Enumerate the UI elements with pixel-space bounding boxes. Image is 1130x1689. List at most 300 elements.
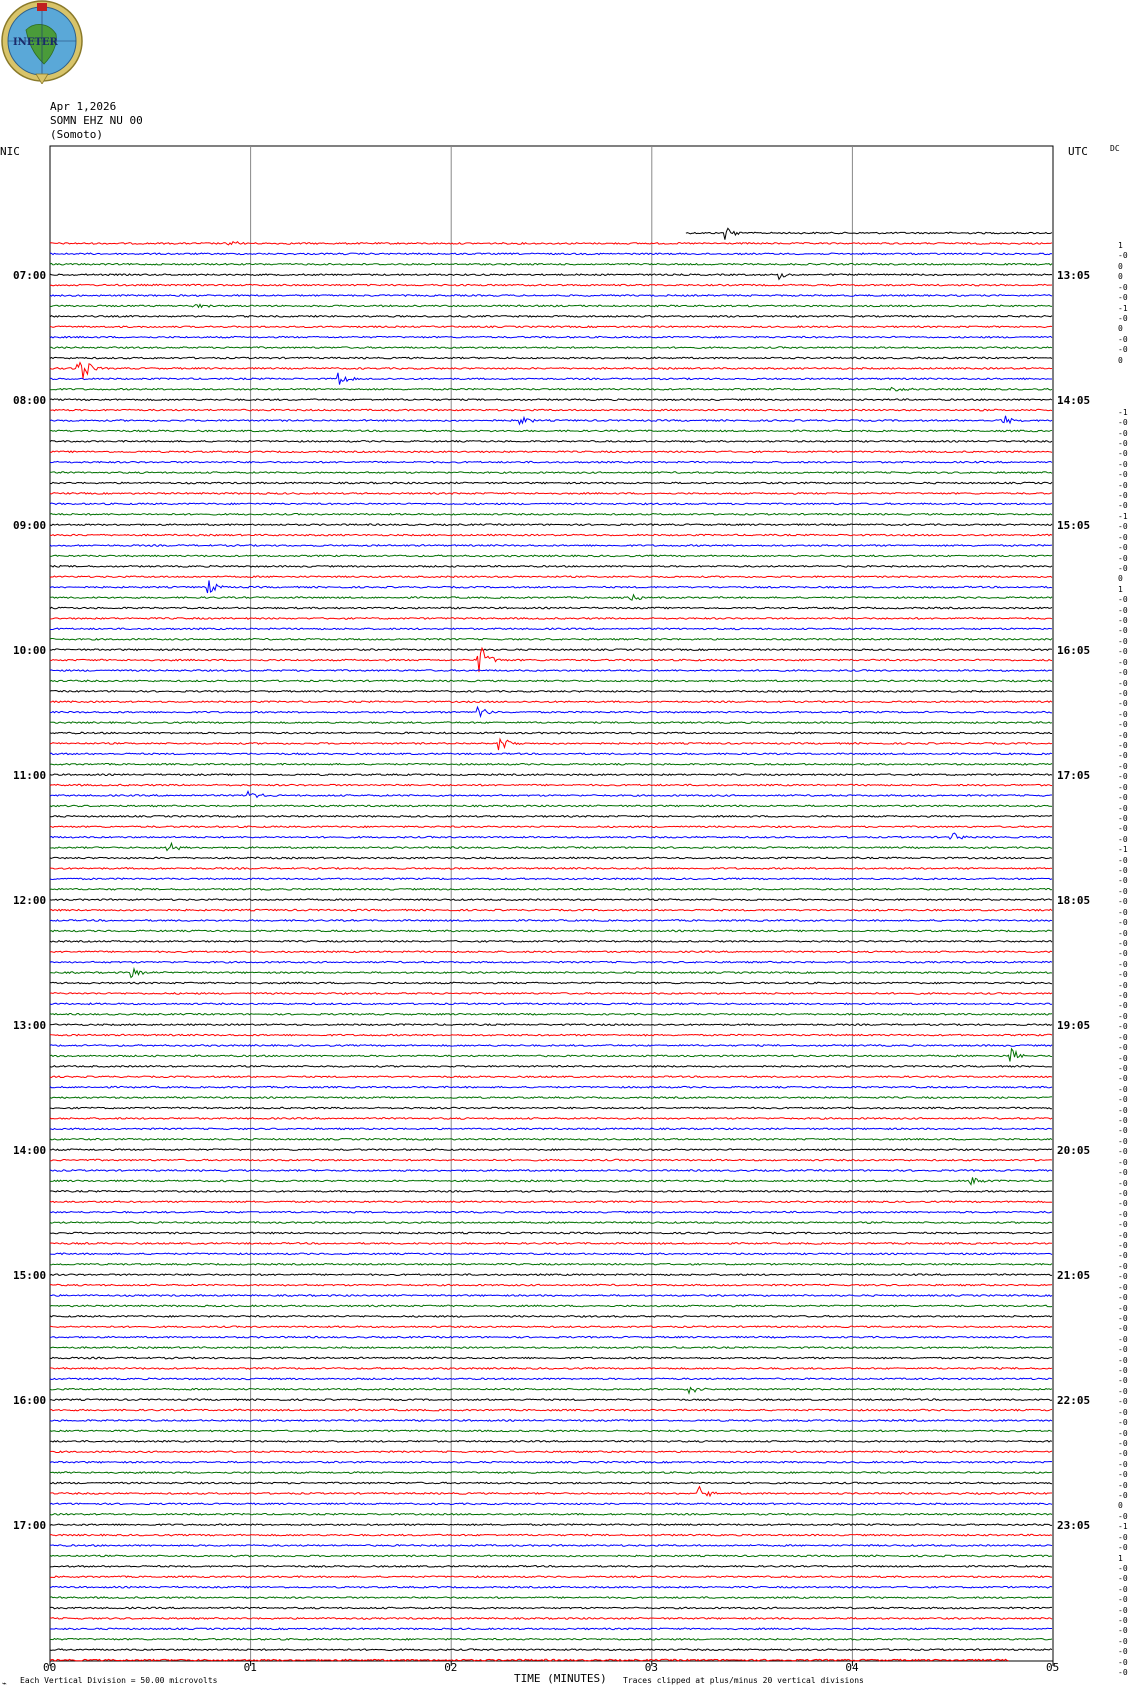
- seismic-trace: [50, 1461, 1052, 1463]
- seismic-trace: [50, 878, 1052, 880]
- left-hour-label: 14:00: [13, 1144, 47, 1157]
- dc-offset-value: -0: [1118, 813, 1128, 823]
- dc-offset-value: 0: [1118, 324, 1123, 334]
- dc-offset-value: -0: [1118, 730, 1128, 740]
- seismic-trace: [50, 1576, 1052, 1578]
- seismic-trace: [50, 1566, 1052, 1568]
- x-tick-label: 02: [444, 1661, 458, 1674]
- dc-offset-value: -0: [1118, 1199, 1128, 1209]
- dc-offset-value: -1: [1118, 511, 1128, 521]
- dc-offset-value: -0: [1118, 803, 1128, 813]
- dc-offset-value: -0: [1118, 532, 1128, 542]
- dc-offset-value: -0: [1118, 282, 1128, 292]
- plot-frame: [50, 146, 1053, 1661]
- seismic-trace: [50, 1211, 1052, 1213]
- seismic-trace: [50, 430, 1052, 432]
- dc-offset-value: 1: [1118, 584, 1123, 594]
- dc-offset-value: -0: [1118, 1147, 1128, 1157]
- seismic-trace: [50, 1524, 1052, 1526]
- dc-offset-value: -0: [1118, 1543, 1128, 1553]
- logo-text: INETER: [13, 37, 58, 48]
- seismic-trace: [50, 1649, 1052, 1651]
- seismic-trace: [50, 1177, 1052, 1184]
- seismic-trace: [50, 399, 1052, 401]
- seismic-trace: [50, 1066, 1052, 1068]
- seismic-trace: [50, 1034, 1052, 1036]
- seismic-trace: [50, 1264, 1052, 1266]
- seismic-trace: [50, 580, 1052, 593]
- seismic-trace: [50, 347, 1052, 349]
- dc-offset-value: 0: [1118, 261, 1123, 271]
- seismic-trace: [50, 482, 1052, 484]
- seismic-trace: [50, 1399, 1052, 1401]
- dc-offset-value: -1: [1118, 407, 1128, 417]
- dc-offset-value: -0: [1118, 1303, 1128, 1313]
- dc-offset-value: -0: [1118, 699, 1128, 709]
- dc-offset-value: -0: [1118, 522, 1128, 532]
- seismic-trace: [50, 649, 1052, 651]
- dc-offset-value: -0: [1118, 1647, 1128, 1657]
- seismic-trace: [50, 1170, 1052, 1172]
- seismic-trace: [50, 1514, 1052, 1516]
- dc-offset-value: -0: [1118, 616, 1128, 625]
- seismic-trace: [50, 555, 1052, 557]
- left-hour-label: 17:00: [13, 1519, 47, 1532]
- right-hour-label: 13:05: [1057, 269, 1091, 282]
- dc-offset-value: -0: [1118, 543, 1128, 553]
- dc-offset-value: -0: [1118, 1001, 1128, 1011]
- seismic-trace: [50, 1149, 1052, 1151]
- dc-offset-value: -0: [1118, 688, 1128, 698]
- right-hour-label: 23:05: [1057, 1519, 1091, 1532]
- seismic-trace: [50, 472, 1052, 474]
- seismic-trace: [50, 274, 1052, 279]
- seismic-trace: [50, 1378, 1052, 1380]
- dc-offset-value: -0: [1118, 293, 1128, 303]
- dc-offset-value: -0: [1118, 1407, 1128, 1417]
- seismic-trace: [50, 618, 1052, 620]
- dc-offset-value: -0: [1118, 1178, 1128, 1188]
- seismic-trace: [50, 1357, 1052, 1359]
- seismic-trace: [50, 1555, 1052, 1557]
- seismic-trace: [50, 1472, 1052, 1474]
- dc-offset-value: -0: [1118, 605, 1128, 615]
- dc-offset-value: -0: [1118, 1241, 1128, 1250]
- dc-offset-value: -0: [1118, 834, 1128, 844]
- seismic-trace: [50, 1586, 1052, 1588]
- seismic-trace: [50, 1316, 1052, 1318]
- dc-offset-value: -0: [1118, 772, 1128, 782]
- dc-offset-value: -0: [1118, 1366, 1128, 1375]
- dc-offset-value: -0: [1118, 1272, 1128, 1282]
- dc-offset-value: 1: [1118, 1553, 1123, 1563]
- seismic-trace: [50, 1097, 1052, 1099]
- seismic-trace: [50, 1024, 1052, 1026]
- seismic-trace: [50, 1388, 1052, 1394]
- dc-offset-value: -0: [1118, 1011, 1128, 1021]
- dc-offset-value: -0: [1118, 855, 1128, 865]
- dc-label: DC: [1110, 144, 1120, 153]
- seismic-trace: [50, 1243, 1052, 1245]
- seismic-trace: [50, 1607, 1052, 1609]
- dc-offset-value: -1: [1118, 845, 1128, 855]
- dc-offset-value: -1: [1118, 1522, 1128, 1532]
- seismic-trace: [50, 982, 1052, 984]
- date-label: Apr 1,2026: [50, 100, 117, 113]
- x-tick-label: 03: [644, 1661, 659, 1674]
- dc-offset-value: -0: [1118, 1491, 1128, 1500]
- seismic-trace: [50, 753, 1052, 755]
- dc-offset-value: -0: [1118, 1532, 1128, 1542]
- dc-offset-value: -0: [1118, 720, 1128, 730]
- dc-offset-value: -0: [1118, 1626, 1128, 1636]
- seismic-trace: [50, 524, 1052, 526]
- dc-offset-value: -0: [1118, 1022, 1128, 1032]
- seismic-trace: [50, 648, 1052, 672]
- seismic-trace: [50, 409, 1052, 411]
- dc-offset-value: -0: [1118, 1386, 1128, 1396]
- seismic-trace: [50, 739, 1052, 750]
- right-hour-label: 19:05: [1057, 1019, 1091, 1032]
- dc-offset-value: -0: [1118, 970, 1128, 980]
- seismic-trace: [50, 707, 1052, 716]
- dc-offset-value: -0: [1118, 1668, 1128, 1678]
- seismic-trace: [50, 628, 1052, 630]
- dc-offset-value: -0: [1118, 345, 1128, 355]
- dc-offset-value: -0: [1118, 1063, 1128, 1073]
- dc-offset-value: -0: [1118, 1084, 1128, 1094]
- dc-offset-value: -0: [1118, 1053, 1128, 1063]
- seismic-trace: [50, 316, 1052, 318]
- seismic-trace: [50, 326, 1052, 328]
- seismic-trace: [50, 1326, 1052, 1328]
- dc-offset-value: -0: [1118, 1105, 1128, 1115]
- station-label: SOMN EHZ NU 00: [50, 114, 143, 127]
- scale-note: Each Vertical Division = 50.00 microvolts: [20, 1676, 218, 1685]
- seismic-trace: [50, 304, 1052, 307]
- dc-offset-value: -0: [1118, 647, 1128, 657]
- right-hour-label: 18:05: [1057, 894, 1091, 907]
- dc-offset-value: -0: [1118, 1355, 1128, 1365]
- right-hour-label: 15:05: [1057, 519, 1091, 532]
- dc-offset-value: -0: [1118, 1313, 1128, 1323]
- dc-offset-value: -0: [1118, 438, 1128, 448]
- seismic-trace: [50, 1086, 1052, 1088]
- seismic-trace: [50, 722, 1052, 724]
- seismic-trace: [50, 514, 1052, 516]
- dc-offset-value: -0: [1118, 1293, 1128, 1303]
- dc-offset-value: -0: [1118, 1470, 1128, 1480]
- dc-offset-value: 0: [1118, 574, 1123, 584]
- dc-offset-value: -0: [1118, 866, 1128, 875]
- seismic-trace: [50, 764, 1052, 766]
- seismic-trace: [50, 1639, 1052, 1641]
- left-hour-label: 08:00: [13, 394, 47, 407]
- x-axis-title: TIME (MINUTES): [514, 1672, 607, 1685]
- dc-offset-value: -0: [1118, 938, 1128, 948]
- dc-offset-value: -0: [1118, 334, 1128, 344]
- seismic-trace: [50, 1597, 1052, 1599]
- dc-offset-value: -0: [1118, 1428, 1128, 1438]
- seismic-trace: [50, 1534, 1052, 1536]
- seismic-trace: [50, 941, 1052, 943]
- seismic-trace: [50, 545, 1052, 547]
- x-tick-label: 01: [243, 1661, 257, 1674]
- dc-offset-value: -0: [1118, 449, 1128, 459]
- seismic-trace: [50, 1107, 1052, 1109]
- seismic-trace: [50, 920, 1052, 922]
- dc-offset-value: -0: [1118, 1168, 1128, 1178]
- dc-offset-value: 0: [1118, 272, 1123, 282]
- seismic-trace: [50, 1003, 1052, 1005]
- dc-offset-value: -0: [1118, 1095, 1128, 1105]
- dc-offset-value: -0: [1118, 1157, 1128, 1167]
- seismic-trace: [50, 732, 1052, 734]
- dc-offset-value: -0: [1118, 1397, 1128, 1407]
- dc-offset-value: -0: [1118, 1376, 1128, 1386]
- seismic-trace: [50, 670, 1052, 672]
- seismic-trace: [50, 1409, 1052, 1411]
- location-label: (Somoto): [50, 128, 103, 141]
- seismic-trace: [50, 1628, 1052, 1630]
- seismic-trace: [50, 503, 1052, 505]
- seismic-trace: [50, 1191, 1052, 1193]
- dc-offset-value: -0: [1118, 949, 1128, 959]
- dc-offset-value: -0: [1118, 626, 1128, 636]
- dc-offset-value: -0: [1118, 428, 1128, 438]
- seismic-trace: [50, 607, 1052, 609]
- seismic-trace: [50, 1451, 1052, 1453]
- clip-note: Traces clipped at plus/minus 20 vertical divisions: [623, 1676, 864, 1685]
- dc-offset-value: -0: [1118, 793, 1128, 803]
- seismic-trace: [50, 1347, 1052, 1349]
- dc-offset-value: -0: [1118, 751, 1128, 761]
- dc-offset-value: -0: [1118, 1438, 1128, 1448]
- dc-offset-value: -0: [1118, 824, 1128, 834]
- seismic-trace: [50, 451, 1052, 453]
- dc-offset-value: -0: [1118, 1636, 1128, 1646]
- seismic-trace: [50, 595, 1052, 600]
- right-hour-label: 21:05: [1057, 1269, 1091, 1282]
- seismic-trace: [50, 969, 1052, 978]
- seismic-trace: [50, 1482, 1052, 1484]
- dc-offset-value: -0: [1118, 1584, 1128, 1594]
- dc-offset-value: -0: [1118, 1334, 1128, 1344]
- seismic-trace: [50, 843, 1052, 850]
- dc-offset-value: -0: [1118, 1209, 1128, 1219]
- dc-offset-value: -0: [1118, 1345, 1128, 1355]
- seismic-trace: [50, 899, 1052, 901]
- dc-offset-value: -0: [1118, 1563, 1128, 1573]
- dc-offset-value: -0: [1118, 1657, 1128, 1667]
- right-hour-label: 17:05: [1057, 769, 1091, 782]
- seismic-trace: [50, 1253, 1052, 1255]
- left-hour-label: 13:00: [13, 1019, 47, 1032]
- dc-offset-value: -0: [1118, 959, 1128, 969]
- dc-offset-value: -0: [1118, 928, 1128, 938]
- seismic-trace: [50, 826, 1052, 828]
- seismic-trace: [50, 691, 1052, 693]
- left-hour-label: 12:00: [13, 894, 47, 907]
- seismic-trace: [50, 951, 1052, 953]
- dc-offset-value: -0: [1118, 1605, 1128, 1615]
- seismic-trace: [50, 1487, 1052, 1496]
- seismic-trace: [50, 909, 1052, 911]
- right-hour-label: 16:05: [1057, 644, 1091, 657]
- seismic-trace: [50, 1430, 1052, 1432]
- seismic-trace: [50, 416, 1052, 424]
- seismic-trace: [50, 1159, 1052, 1161]
- seismic-trace: [50, 961, 1052, 963]
- right-hour-label: 22:05: [1057, 1394, 1091, 1407]
- seismic-trace: [50, 833, 1052, 839]
- dc-offset-value: -0: [1118, 782, 1128, 792]
- seismic-trace: [50, 1049, 1052, 1062]
- dc-offset-value: -0: [1118, 741, 1128, 750]
- dc-offset-value: -0: [1118, 418, 1128, 428]
- dc-offset-value: -0: [1118, 761, 1128, 771]
- seismic-trace: [50, 680, 1052, 682]
- dc-offset-value: -0: [1118, 1282, 1128, 1292]
- seismic-trace: [50, 387, 1052, 390]
- dc-offset-value: -0: [1118, 1324, 1128, 1334]
- seismic-trace: [50, 1284, 1052, 1286]
- dc-offset-value: -0: [1118, 470, 1128, 480]
- seismic-trace: [50, 701, 1052, 703]
- seismic-trace: [50, 373, 1052, 385]
- x-tick-label: 05: [1046, 1661, 1060, 1674]
- dc-offset-value: -0: [1118, 876, 1128, 886]
- left-hour-label: 07:00: [13, 269, 47, 282]
- dc-offset-value: -0: [1118, 313, 1128, 323]
- left-hour-label: 11:00: [13, 769, 47, 782]
- seismic-trace: [50, 284, 1052, 286]
- seismic-trace: [50, 639, 1052, 641]
- seismic-trace: [50, 1618, 1052, 1620]
- dc-offset-value: -0: [1118, 491, 1128, 500]
- seismic-trace: [50, 534, 1052, 536]
- dc-offset-value: -0: [1118, 1595, 1128, 1605]
- dc-offset-value: -0: [1118, 1511, 1128, 1521]
- seismic-trace: [50, 805, 1052, 807]
- x-tick-label: 00: [43, 1661, 57, 1674]
- seismic-trace: [50, 993, 1052, 995]
- dc-offset-value: -0: [1118, 553, 1128, 563]
- dc-offset-value: -0: [1118, 1136, 1128, 1146]
- seismic-trace: [50, 774, 1052, 776]
- seismic-trace: [50, 441, 1052, 443]
- dc-offset-value: -0: [1118, 1480, 1128, 1490]
- seismic-trace: [50, 1076, 1052, 1078]
- dc-offset-value: -0: [1118, 1261, 1128, 1271]
- dc-offset-value: -0: [1118, 1616, 1128, 1625]
- seismic-trace: [50, 1305, 1052, 1307]
- seismic-trace: [50, 1441, 1052, 1443]
- seismic-trace: [50, 1545, 1052, 1547]
- seismic-trace: [50, 1420, 1052, 1422]
- seismic-trace: [50, 253, 1052, 255]
- seismic-trace: [50, 889, 1052, 891]
- dc-offset-value: -0: [1118, 1418, 1128, 1428]
- dc-offset-value: -0: [1118, 657, 1128, 667]
- dc-offset-value: -0: [1118, 1043, 1128, 1053]
- dc-offset-value: -0: [1118, 1116, 1128, 1125]
- seismic-trace: [50, 493, 1052, 495]
- seismic-trace: [50, 930, 1052, 932]
- dc-offset-value: -0: [1118, 897, 1128, 907]
- seismic-trace: [50, 336, 1052, 338]
- dc-offset-value: -0: [1118, 1126, 1128, 1136]
- dc-offset-value: -0: [1118, 678, 1128, 688]
- dc-offset-value: -0: [1118, 636, 1128, 646]
- seismic-trace: [50, 461, 1052, 463]
- local-timezone-label: NIC: [0, 145, 20, 158]
- left-hour-label: 15:00: [13, 1269, 47, 1282]
- seismic-trace: [50, 576, 1052, 578]
- seismic-trace: [50, 1232, 1052, 1234]
- seismic-trace: [50, 295, 1052, 297]
- dc-offset-value: -0: [1118, 1459, 1128, 1469]
- left-hour-label: 16:00: [13, 1394, 47, 1407]
- seismic-trace: [50, 1222, 1052, 1224]
- seismic-trace: [50, 857, 1052, 859]
- dc-offset-value: -0: [1118, 1230, 1128, 1240]
- scale-icon: ⌁: [2, 1679, 7, 1688]
- x-tick-label: 04: [845, 1661, 859, 1674]
- right-hour-label: 14:05: [1057, 394, 1091, 407]
- seismic-trace: [50, 363, 1052, 379]
- dc-offset-value: -0: [1118, 1032, 1128, 1042]
- seismic-trace: [50, 1503, 1052, 1505]
- seismic-trace: [50, 816, 1052, 818]
- dc-offset-value: -1: [1118, 303, 1128, 313]
- dc-offset-value: 0: [1118, 355, 1123, 365]
- seismic-trace: [50, 1274, 1052, 1276]
- utc-timezone-label: UTC: [1068, 145, 1088, 158]
- dc-offset-value: -0: [1118, 668, 1128, 678]
- seismic-trace: [686, 228, 1052, 239]
- seismic-trace: [50, 868, 1052, 870]
- seismic-trace: [50, 1118, 1052, 1120]
- seismic-trace: [50, 791, 1052, 797]
- seismic-trace: [50, 242, 1052, 245]
- right-hour-label: 20:05: [1057, 1144, 1091, 1157]
- left-hour-label: 09:00: [13, 519, 47, 532]
- dc-offset-value: 0: [1118, 1501, 1123, 1511]
- dc-offset-value: -0: [1118, 1449, 1128, 1459]
- left-hour-label: 10:00: [13, 644, 47, 657]
- seismic-trace: [50, 264, 1052, 266]
- seismic-trace: [50, 1045, 1052, 1047]
- seismic-trace: [50, 357, 1052, 359]
- dc-offset-value: -0: [1118, 1220, 1128, 1230]
- dc-offset-value: 1: [1118, 241, 1123, 250]
- dc-offset-value: -0: [1118, 907, 1128, 917]
- dc-offset-value: -0: [1118, 459, 1128, 469]
- dc-offset-value: -0: [1118, 1574, 1128, 1584]
- dc-offset-value: -0: [1118, 991, 1128, 1000]
- dc-offset-value: -0: [1118, 1251, 1128, 1261]
- dc-offset-value: -0: [1118, 980, 1128, 990]
- dc-offset-value: -0: [1118, 1074, 1128, 1084]
- seismic-trace: [50, 784, 1052, 786]
- seismic-trace: [50, 1336, 1052, 1338]
- seismic-trace: [50, 1201, 1052, 1203]
- dc-offset-value: -0: [1118, 709, 1128, 719]
- dc-offset-value: -0: [1118, 501, 1128, 511]
- seismic-trace: [50, 1139, 1052, 1141]
- dc-offset-value: -0: [1118, 1188, 1128, 1198]
